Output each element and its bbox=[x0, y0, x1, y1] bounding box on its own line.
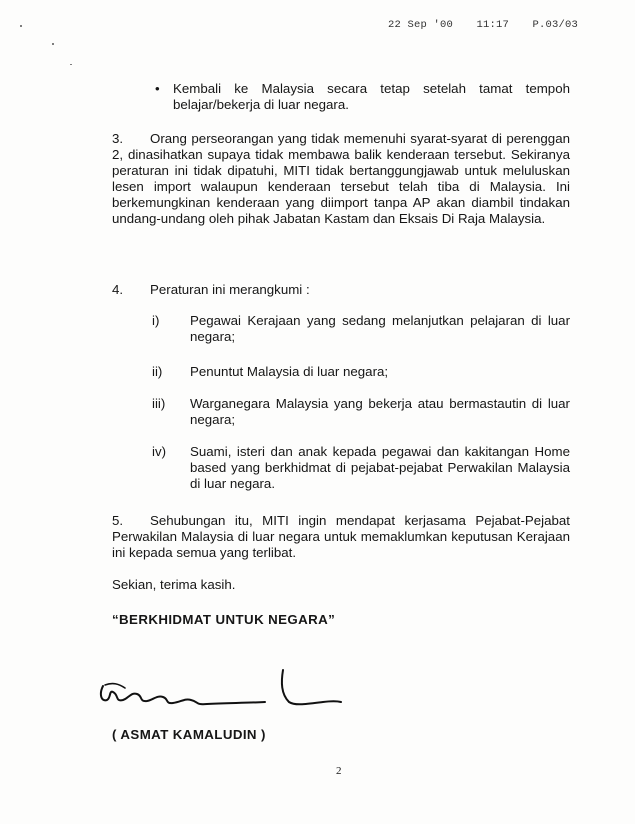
list-item-numeral: iii) bbox=[152, 396, 166, 411]
scan-speck bbox=[20, 25, 22, 27]
bullet-item bbox=[155, 81, 570, 113]
motto: “BERKHIDMAT UNTUK NEGARA” bbox=[112, 612, 336, 627]
paragraph-4-intro-text: Peraturan ini merangkumi : bbox=[150, 282, 310, 297]
list-item-text: Suami, isteri dan anak kepada pegawai dan kakitangan Home based yang berkhidmat di pejabat-pejabat Perwakilan Malaysia di luar negara. bbox=[190, 444, 570, 491]
paragraph-4-number: 4. bbox=[112, 282, 124, 297]
paragraph-5-number: 5. bbox=[112, 513, 124, 528]
paragraph-3 bbox=[112, 131, 570, 227]
list-item bbox=[152, 396, 570, 428]
fax-time: 11:17 bbox=[476, 19, 509, 31]
page-number: 2 bbox=[336, 765, 342, 777]
paragraph-3-number: 3. bbox=[112, 131, 124, 146]
list-item-numeral: ii) bbox=[152, 364, 163, 379]
list-item-text: Pegawai Kerajaan yang sedang melanjutkan pelajaran di luar negara; bbox=[190, 313, 570, 344]
list-item-numeral: iv) bbox=[152, 444, 167, 459]
bullet-text: Kembali ke Malaysia secara tetap setelah tamat tempoh belajar/bekerja di luar negara. bbox=[173, 81, 570, 112]
paragraph-5 bbox=[112, 513, 570, 561]
fax-page: P.03/03 bbox=[532, 19, 578, 31]
bullet-symbol: • bbox=[155, 81, 160, 96]
list-item bbox=[152, 444, 570, 492]
list-item bbox=[152, 313, 570, 345]
closing-line: Sekian, terima kasih. bbox=[112, 577, 236, 592]
fax-header bbox=[388, 19, 578, 31]
scan-speck bbox=[70, 64, 72, 65]
signer-name: ( ASMAT KAMALUDIN ) bbox=[112, 727, 266, 742]
list-item-numeral: i) bbox=[152, 313, 160, 328]
list-item-text: Warganegara Malaysia yang bekerja atau bermastautin di luar negara; bbox=[190, 396, 570, 427]
list-item bbox=[152, 364, 570, 380]
handwritten-signature bbox=[95, 664, 345, 714]
fax-date: 22 Sep '00 bbox=[388, 19, 454, 31]
paragraph-3-text: Orang perseorangan yang tidak memenuhi syarat-syarat di perenggan 2, dinasihatkan supaya tidak membawa balik kenderaan tersebut. Sekiranya peraturan ini tidak dipatuhi, MITI tidak bertanggungjawab untuk meluluskan lesen import walaupun kenderaan tersebut telah tiba di Malaysia. Ini berkemungkinan kenderaan yang diimport tanpa AP akan diambil tindakan undang-undang oleh pihak Jabatan Kastam dan Eksais Di Raja Malaysia. bbox=[112, 131, 570, 226]
scan-speck bbox=[52, 43, 54, 45]
list-item-text: Penuntut Malaysia di luar negara; bbox=[190, 364, 389, 379]
paragraph-5-text: Sehubungan itu, MITI ingin mendapat kerjasama Pejabat-Pejabat Perwakilan Malaysia di luar negara untuk memaklumkan keputusan Kerajaan ini kepada semua yang terlibat. bbox=[112, 513, 570, 560]
paragraph-4-intro bbox=[112, 282, 570, 298]
